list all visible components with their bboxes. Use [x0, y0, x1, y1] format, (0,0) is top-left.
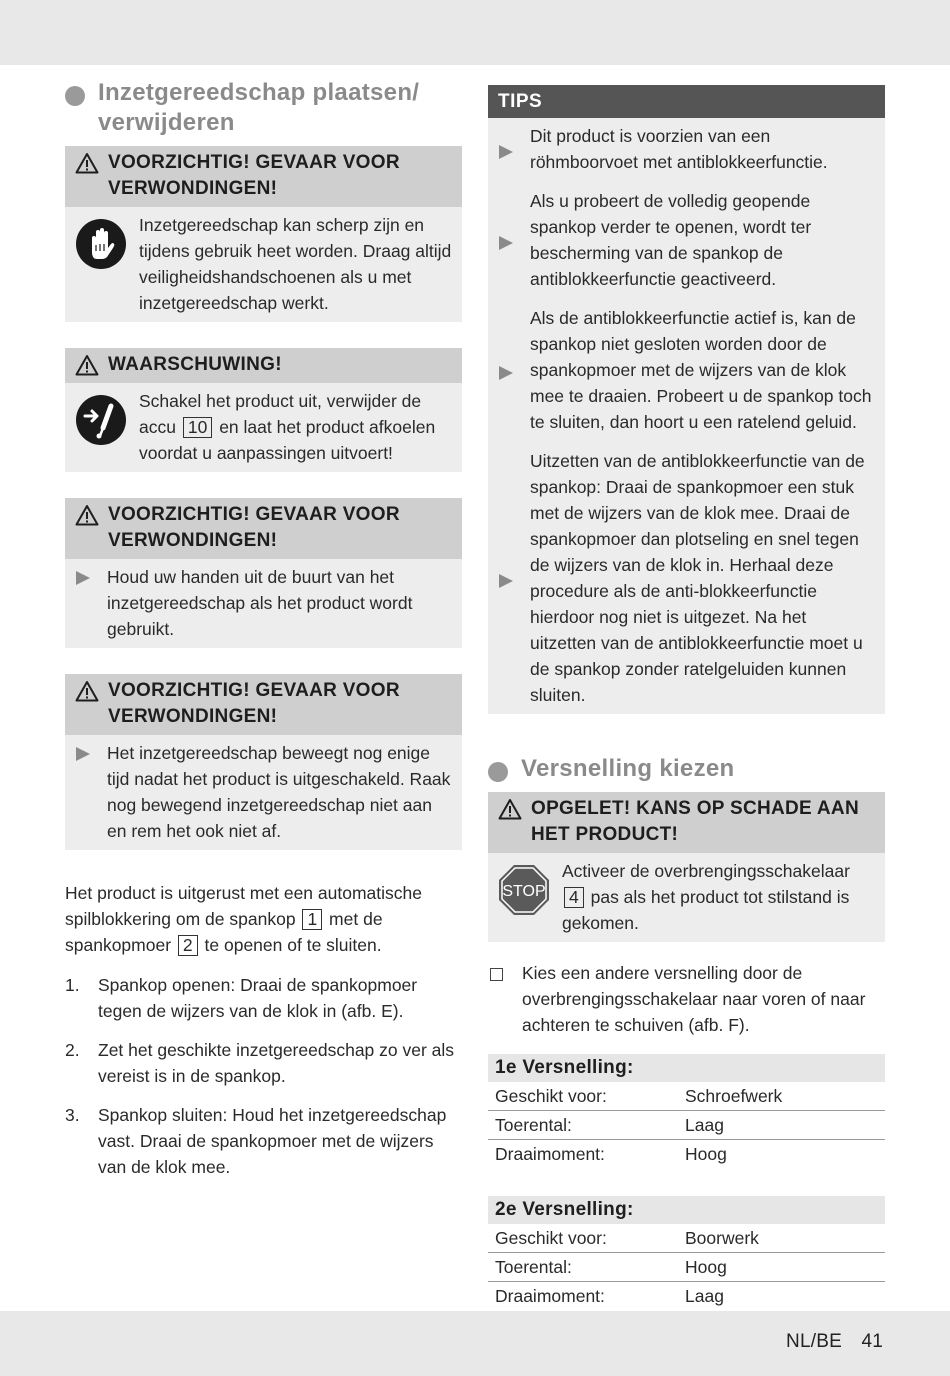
part-reference: 10	[183, 417, 212, 438]
section-title: Versnelling kiezen	[521, 755, 735, 782]
section-title: Inzetgereedschap plaatsen/ verwijderen	[98, 79, 420, 136]
caution-heading-text: VOORZICHTIG! GEVAAR VOOR VERWONDINGEN!	[108, 504, 400, 551]
list-item	[65, 1102, 462, 1180]
list-item	[65, 1037, 462, 1089]
action-text: Kies een andere versnelling door de overbrengingsschakelaar naar voren of naar achteren te schuiven (afb. F).	[522, 963, 866, 1035]
glove-icon	[75, 218, 127, 270]
tip-text: Uitzetten van de antiblokkeerfunctie van de spankop: Draai de spankopmoer een stuk met de wijzers van de klok mee. Draai de spankopmoer dan plotseling en snel tegen de wijzers van de klok in. Herhaal deze procedure als de anti-blokkeerfunctie hierdoor nog niet is uitgezet. Na het uitzetten van de antiblokkeerfunctie moet u de spankop zonder ratelgeluiden kunnen sluiten.	[530, 451, 865, 705]
action-item	[488, 960, 885, 1038]
warning-heading-text: WAARSCHUWING!	[108, 354, 282, 375]
caution-box	[65, 498, 462, 648]
steps-list	[65, 972, 462, 1180]
part-reference: 1	[302, 909, 322, 930]
page-footer	[786, 1331, 883, 1353]
table-row	[488, 1224, 885, 1252]
tip-text: Als u probeert de volledig geopende spankop verder te openen, wordt ter bescherming van de spankop de antiblokkeerfunctie geactiveerd.	[530, 191, 812, 289]
stop-sign-icon	[498, 864, 550, 916]
triangle-bullet-icon	[498, 129, 514, 175]
caution-heading	[65, 498, 462, 559]
step-text: Spankop openen: Draai de spankopmoer tegen de wijzers van de klok in (afb. E).	[98, 975, 418, 1021]
checkbox-bullet-icon	[490, 968, 503, 981]
triangle-bullet-icon	[498, 454, 514, 708]
caution-body	[65, 559, 462, 648]
table-row	[488, 1082, 885, 1110]
caution-text: Het inzetgereedschap beweegt nog enige tijd nadat het product is uitgeschakeld. Raak nog bewegend inzetgereedschap niet aan en rem het ook niet af.	[107, 743, 451, 841]
page-number: 41	[861, 1331, 883, 1352]
triangle-bullet-icon	[498, 311, 514, 435]
stop-label: STOP	[502, 883, 546, 900]
caution-box	[65, 674, 462, 850]
part-reference: 4	[564, 887, 584, 908]
row-label: Geschikt voor:	[495, 1228, 607, 1248]
caution-body	[65, 207, 462, 322]
notice-heading-text: OPGELET! KANS OP SCHADE AAN HET PRODUCT!	[531, 798, 859, 845]
step-number: 2.	[65, 1040, 80, 1060]
row-value: Boorwerk	[685, 1228, 759, 1248]
caution-box	[65, 146, 462, 322]
gear-table-heading: 2e Versnelling:	[488, 1196, 885, 1224]
step-number: 1.	[65, 975, 80, 995]
part-reference: 2	[178, 935, 198, 956]
notice-text-part: pas als het product tot stilstand is gekomen.	[562, 887, 850, 933]
intro-text: met de spankopmoer	[65, 909, 383, 955]
list-item	[488, 123, 885, 175]
row-label: Geschikt voor:	[495, 1086, 607, 1106]
row-label: Toerental:	[495, 1115, 572, 1135]
table-row	[488, 1139, 885, 1168]
section-header	[65, 78, 462, 138]
warning-body	[65, 383, 462, 472]
row-value: Schroefwerk	[685, 1086, 783, 1106]
step-text: Spankop sluiten: Houd het inzetgereedschap vast. Draai de spankopmoer met de wijzers van de klok mee.	[98, 1105, 447, 1177]
step-number: 3.	[65, 1105, 80, 1125]
intro-text: Het product is uitgerust met een automatische spilblokkering om de spankop	[65, 883, 422, 929]
tip-text: Als de antiblokkeerfunctie actief is, kan de spankop niet gesloten worden door de spankopmoer met de wijzers van de klok mee te draaien. Probeert u de spankop toch te sluiten, dan hoort u een ratelend geluid.	[530, 308, 872, 432]
caution-text: Houd uw handen uit de buurt van het inzetgereedschap als het product wordt gebruikt.	[107, 567, 413, 639]
unplug-icon	[75, 394, 127, 446]
caution-text: Inzetgereedschap kan scherp zijn en tijdens gebruik heet worden. Draag altijd veiligheidshandschoenen als u met inzetgereedschap werkt.	[139, 215, 452, 313]
row-label: Toerental:	[495, 1257, 572, 1277]
warning-heading	[65, 348, 462, 383]
table-row	[488, 1252, 885, 1281]
section-header	[488, 754, 885, 784]
warning-triangle-icon	[75, 680, 99, 702]
section-bullet-icon	[65, 86, 85, 106]
gear-table	[488, 1054, 885, 1168]
notice-body	[488, 853, 885, 942]
step-text: Zet het geschikte inzetgereedschap zo ver als vereist is in de spankop.	[98, 1040, 455, 1086]
triangle-bullet-icon	[75, 746, 91, 762]
warning-text	[139, 388, 452, 466]
row-value: Hoog	[685, 1257, 727, 1277]
caution-heading-text: VOORZICHTIG! GEVAAR VOOR VERWONDINGEN!	[108, 680, 400, 727]
notice-heading	[488, 792, 885, 853]
list-item	[488, 188, 885, 292]
gear-table	[488, 1196, 885, 1310]
table-row	[488, 1281, 885, 1310]
notice-box	[488, 792, 885, 942]
table-row	[488, 1110, 885, 1139]
warning-text-part: en laat het product afkoelen voordat u aanpassingen uitvoert!	[139, 417, 436, 463]
section-bullet-icon	[488, 762, 508, 782]
row-value: Hoog	[685, 1144, 727, 1164]
gear-table-heading: 1e Versnelling:	[488, 1054, 885, 1082]
row-label: Draaimoment:	[495, 1286, 605, 1306]
warning-triangle-icon	[75, 354, 99, 376]
tip-text: Dit product is voorzien van een röhmboorvoet met antiblokkeerfunctie.	[530, 126, 828, 172]
caution-body	[65, 735, 462, 850]
top-band	[0, 0, 950, 65]
intro-text: te openen of te sluiten.	[204, 935, 382, 955]
warning-triangle-icon	[75, 152, 99, 174]
list-item	[65, 972, 462, 1024]
warning-text-part: Schakel het product uit, verwijder de accu	[139, 391, 422, 437]
left-column	[65, 78, 462, 1193]
notice-text-part: Activeer de overbrengingsschakelaar	[562, 861, 850, 881]
caution-heading	[65, 146, 462, 207]
triangle-bullet-icon	[498, 194, 514, 292]
triangle-bullet-icon	[75, 570, 91, 586]
right-column	[488, 85, 885, 1338]
caution-heading	[65, 674, 462, 735]
intro-paragraph	[65, 880, 462, 958]
list-item	[488, 305, 885, 435]
tips-box	[488, 85, 885, 714]
row-value: Laag	[685, 1115, 724, 1135]
row-value: Laag	[685, 1286, 724, 1306]
list-item	[488, 448, 885, 714]
warning-box	[65, 348, 462, 472]
warning-triangle-icon	[498, 798, 522, 820]
caution-heading-text: VOORZICHTIG! GEVAAR VOOR VERWONDINGEN!	[108, 152, 400, 199]
tips-heading: TIPS	[488, 85, 885, 118]
language-code: NL/BE	[786, 1331, 842, 1352]
row-label: Draaimoment:	[495, 1144, 605, 1164]
notice-text	[562, 858, 875, 936]
warning-triangle-icon	[75, 504, 99, 526]
